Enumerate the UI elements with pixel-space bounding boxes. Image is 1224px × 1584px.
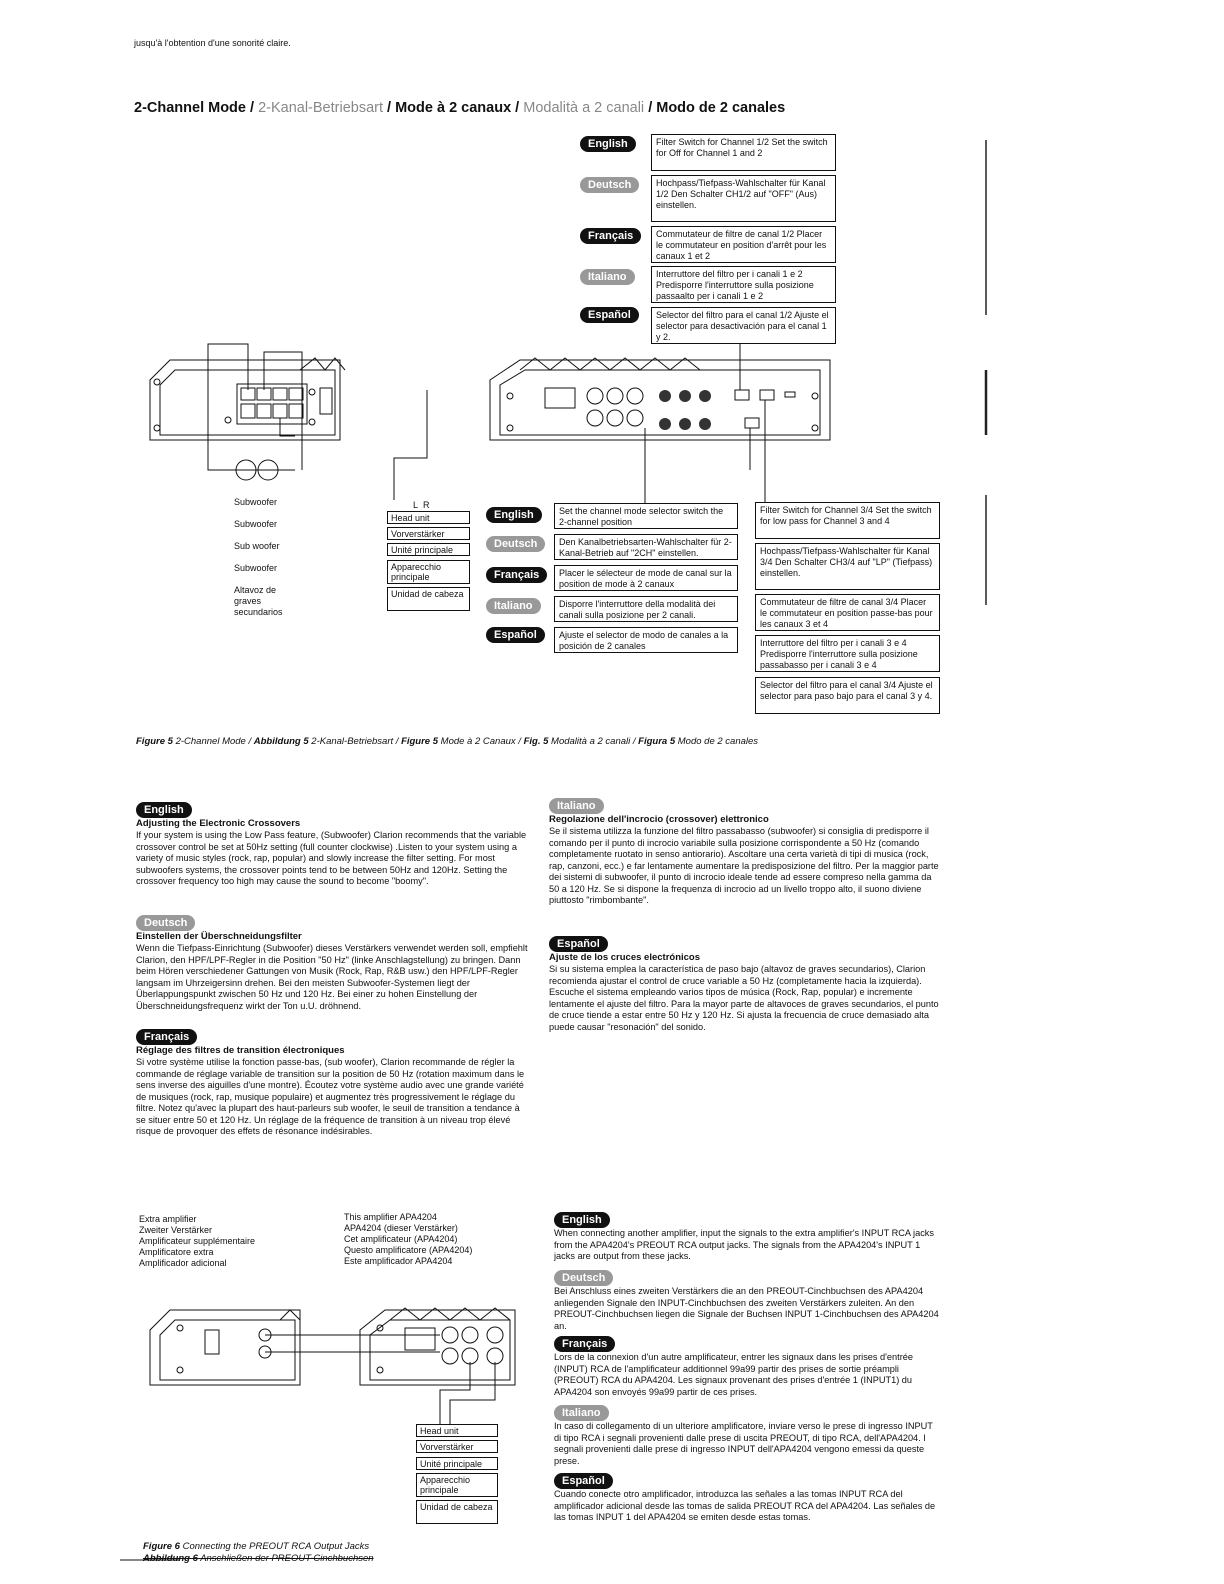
preout-fr-body: Lors de la connexion d'un autre amplificateur, entrer les signaux dans les prises d'entrée (INPUT) RCA de l'amplificateur additionnel 99a99 partir des prises de sortie préampli (PREOUT) RCA du APA4204. Les signaux provenant des prises d'entrée 1 (INPUT1) du APA4204 son envoyés 99a99 partir de ces prises. [554, 1352, 913, 1397]
preout-pill-es: Español [554, 1473, 613, 1489]
margin-marks [980, 135, 990, 615]
preout-es-section [554, 1471, 942, 1524]
crossover-pill-fr: Français [136, 1029, 197, 1045]
crossover-fr-section [136, 1027, 528, 1138]
mode-box-fr: Placer le sélecteur de mode de canal sur la position de mode à 2 canaux [554, 565, 738, 591]
preout-en-body: When connecting another amplifier, input the signals to the extra amplifier's INPUT RCA jacks from the APA4204's PREOUT RCA output jacks. The signals from the APA4204's INPUT 1 jacks are output from these jacks. [554, 1228, 934, 1261]
title-de: 2-Kanal-Betriebsart [258, 100, 383, 116]
preout-pill-fr: Français [554, 1336, 615, 1352]
filter12-box-it: Interruttore del filtro per i canali 1 e 2 Predisporre l'interruttore sulla posizione passaalto per i canali 1 e 2 [651, 266, 836, 303]
head-unit-es: Unidad de cabeza [387, 587, 470, 611]
filter34-box-de: Hochpass/Tiefpass-Wahlschalter für Kanal 3/4 Den Schalter CH3/4 auf "LP" (Tiefpass) einstellen. [755, 543, 940, 590]
head-unit-fr: Unité principale [387, 543, 470, 556]
crossover-de-body: Wenn die Tiefpass-Einrichtung (Subwoofer) dieses Verstärkers verwendet werden soll, empfiehlt Clarion, den HPF/LPF-Regler in die Position "50 Hz" (linke Anschlagstellung) zu bringen. Dann beim Hören verschiedener Gattungen von Musik (Rock, Rap, R&B usw.) den HPF/LPF-Regler langsam im Uhrzeigersinn drehen. Bei den meisten Subwoofer-Systemen liegt der Überlappungspunkt zwischen 50 Hz und 120 Hz. Bei einer zu hohen Einstellung der Überschneidungsfrequenz wirkt der Ton u.U. dröhnend. [136, 943, 528, 1011]
crossover-it-section [549, 796, 941, 907]
preout-it-section [554, 1403, 942, 1467]
lr-label: L R [413, 500, 430, 510]
subwoofer-label-fr: Sub woofer [234, 541, 280, 551]
crossover-en-heading: Adjusting the Electronic Crossovers [136, 818, 301, 829]
subwoofer-label-de: Subwoofer [234, 519, 278, 529]
crossover-pill-en: English [136, 802, 192, 818]
mode-box-it: Disporre l'interruttore della modalità dei canali sulla posizione per 2 canali. [554, 596, 738, 622]
mode-pill-fr: Français [486, 565, 547, 583]
preout-en-section [554, 1210, 942, 1263]
crossover-pill-it: Italiano [549, 798, 604, 814]
filter34-box-es: Selector del filtro para el canal 3/4 Ajuste el selector para paso bajo para el canal 3 y 4. [755, 677, 940, 714]
crossover-es-body: Si su sistema emplea la característica de paso bajo (altavoz de graves secundarios), Clarion recomienda ajustar el control de cruce variable a 50 Hz (completamente hacia la izquierda). Escuche el sistema empleando varios tipos de música (Rock, Rap, popular) e incremente lentamente el ajuste del filtro. Para la mayor parte de altavoces de graves secundarios, el punto de cruce tiende a estar entre 50 Hz y 120 Hz. Si ajusta la frecuencia de cruce demasiado alta puede causar "resonación" del sonido. [549, 964, 939, 1032]
title-it: Modalità a 2 canali [523, 100, 645, 116]
filter34-box-fr: Commutateur de filtre de canal 3/4 Placer le commutateur en position passe-bas pour les canaux 3 et 4 [755, 594, 940, 631]
extra-amp-labels: Extra amplifier Zweiter Verstärker Amplificateur supplémentaire Amplificatore extra Amplificador adicional [139, 1214, 256, 1268]
this-amp-labels: This amplifier APA4204 APA4204 (dieser Verstärker) Cet amplificateur (APA4204) Questo amplificatore (APA4204) Este amplificador APA4204 [344, 1212, 473, 1266]
fig6-head-unit-de: Vorverstärker [416, 1440, 498, 1453]
crossover-de-section [136, 913, 528, 1012]
crossover-pill-es: Español [549, 936, 608, 952]
crossover-fr-body: Si votre système utilise la fonction passe-bas, (sub woofer), Clarion recommande de régler la commande de réglage variable de transition sur la position de 50 Hz (rotation maximum dans le sens inverse des aiguilles d'une montre). Écoutez votre système audio avec une grande variété de musiques (rock, rap, musique populaire) et augmentez très progressivement le réglage du filtre. Notez qu'avec la plupart des haut-parleurs sub woofer, le seuil de transition a tendance à se situer entre 50 et 120 Hz. Un réglage de la fréquence de transition à un niveau trop élevé risque de provoquer des effets de résonance indésirables. [136, 1057, 525, 1136]
filter12-pill-en: English [580, 134, 636, 152]
crossover-fr-heading: Réglage des filtres de transition électroniques [136, 1045, 345, 1056]
crossover-de-heading: Einstellen der Überschneidungsfilter [136, 931, 302, 942]
filter12-pill-de: Deutsch [580, 175, 639, 193]
mode-pill-es: Español [486, 625, 545, 643]
figure5-caption: Figure 5 2-Channel Mode / Abbildung 5 2-Kanal-Betriebsart / Figure 5 Mode à 2 Canaux / Fig. 5 Modalità a 2 canali / Figura 5 Modo de 2 canales [136, 736, 759, 747]
crossover-es-heading: Ajuste de los cruces electrónicos [549, 952, 701, 963]
crossover-it-heading: Regolazione dell'incrocio (crossover) elettronico [549, 814, 769, 825]
crossover-pill-de: Deutsch [136, 915, 195, 931]
crossover-en-section [136, 800, 528, 888]
crossover-es-section [549, 934, 941, 1033]
filter12-pill-fr: Français [580, 226, 641, 244]
preout-es-body: Cuando conecte otro amplificador, introduzca las señales a las tomas INPUT RCA del amplificador adicional desde las tomas de salida PREOUT RCA del APA4204. Las señales de las tomas INPUT 1 del APA4204 se emiten desde estas tomas. [554, 1489, 936, 1522]
title-es: / Modo de 2 canales [648, 100, 786, 116]
filter34-box-it: Interruttore del filtro per i canali 3 e 4 Predisporre l'interruttore sulla posizione passabasso per i canali 3 e 4 [755, 635, 940, 672]
figure6-diagram [140, 1290, 520, 1430]
fig6-head-unit-en: Head unit [416, 1424, 498, 1437]
top-fragment: jusqu'à l'obtention d'une sonorité claire. [134, 38, 291, 48]
filter12-pill-es: Español [580, 305, 639, 323]
figure6-caption: Figure 6 Connecting the PREOUT RCA Output Jacks Abbildung 6 Anschließen der PREOUT-Cinchbuchsen [143, 1541, 374, 1564]
preout-pill-de: Deutsch [554, 1270, 613, 1286]
filter34-box-en: Filter Switch for Channel 3/4 Set the switch for low pass for Channel 3 and 4 [755, 502, 940, 539]
preout-pill-it: Italiano [554, 1405, 609, 1421]
preout-de-section [554, 1268, 942, 1332]
figure5-diagram [140, 340, 860, 520]
mode-box-en: Set the channel mode selector switch the 2-channel position [554, 503, 738, 529]
mode-pill-it: Italiano [486, 596, 541, 614]
preout-pill-en: English [554, 1212, 610, 1228]
filter12-pill-it: Italiano [580, 267, 635, 285]
head-unit-it: Apparecchio principale [387, 560, 470, 584]
preout-de-body: Bei Anschluss eines zweiten Verstärkers die an den PREOUT-Cinchbuchsen des APA4204 anliegenden Signale den INPUT-Cinchbuchsen des zweiten Verstärkers zuleiten. An den PREOUT-Cinchbuchsen liegen die Signale der Buchsen INPUT 1-Cinchbuchsen des APA4204 an. [554, 1286, 939, 1331]
filter12-box-en: Filter Switch for Channel 1/2 Set the switch for Off for Channel 1 and 2 [651, 134, 836, 171]
crossover-it-body: Se il sistema utilizza la funzione del filtro passabasso (subwoofer) si consiglia di predisporre il comando per il punto di incrocio variabile sulla posizione corrispondente a 50 Hz (comando completamente ruotato in senso antiorario). Ascoltare una certa varietà di tipi di musica (rock, rap, canzoni, ecc.) e far lentamente aumentare la predisposizione del filtro. Per la maggior parte dei sistemi di subwoofer, il punto di incrocio ideale tende ad essere compreso nella gamma da 50 a 120 Hz. Se si dispone la frequenza di incrocio ad un livello troppo alto, il suono diviene piuttosto "rimbombante". [549, 826, 939, 905]
subwoofer-label-it: Subwoofer [234, 563, 278, 573]
section-title [134, 100, 785, 116]
preout-it-body: In caso di collegamento di un ulteriore amplificatore, inviare verso le prese di ingresso INPUT di tipo RCA i segnali provenienti dalle prese di uscita PREOUT, di tipo RCA, dell'APA4204. I segnali provenienti dalle prese di ingresso INPUT dell'APA4204 vengono emessi da queste prese. [554, 1421, 933, 1466]
mode-pill-de: Deutsch [486, 534, 545, 552]
mode-pill-en: English [486, 505, 542, 523]
mode-box-es: Ajuste el selector de modo de canales a la posición de 2 canales [554, 627, 738, 653]
fig6-head-unit-es: Unidad de cabeza [416, 1500, 498, 1524]
head-unit-de: Vorverstärker [387, 527, 470, 540]
fig6-head-unit-it: Apparecchio principale [416, 1473, 498, 1497]
title-fr: / Mode à 2 canaux / [387, 100, 520, 116]
filter12-box-fr: Commutateur de filtre de canal 1/2 Placer le commutateur en position d'arrêt pour les canaux 1 et 2 [651, 226, 836, 263]
fig6-head-unit-fr: Unité principale [416, 1457, 498, 1470]
preout-fr-section [554, 1334, 942, 1398]
filter12-box-de: Hochpass/Tiefpass-Wahlschalter für Kanal 1/2 Den Schalter CH1/2 auf "OFF" (Aus) einstellen. [651, 175, 836, 222]
mode-box-de: Den Kanalbetriebsarten-Wahlschalter für 2-Kanal-Betrieb auf "2CH" einstellen. [554, 534, 738, 560]
footer-rule [120, 1558, 180, 1562]
subwoofer-label-en: Subwoofer [234, 497, 278, 507]
subwoofer-label-es: Altavoz de graves secundarios [234, 585, 283, 617]
crossover-en-body: If your system is using the Low Pass feature, (Subwoofer) Clarion recommends that the variable crossover control be set at 50Hz setting (full counter clockwise) .Listen to your system using a variety of music styles (rock, rap, popular) and slowly increase the filter setting. For most subwoofers systems, the crossover points tend to be between 50Hz and 120Hz. Setting the crossover frequency too high may cause the sound to become "boomy". [136, 830, 527, 886]
title-en: 2-Channel Mode / [134, 100, 255, 116]
head-unit-en: Head unit [387, 511, 470, 524]
filter12-box-es: Selector del filtro para el canal 1/2 Ajuste el selector para desactivación para el canal 1 y 2. [651, 307, 836, 344]
